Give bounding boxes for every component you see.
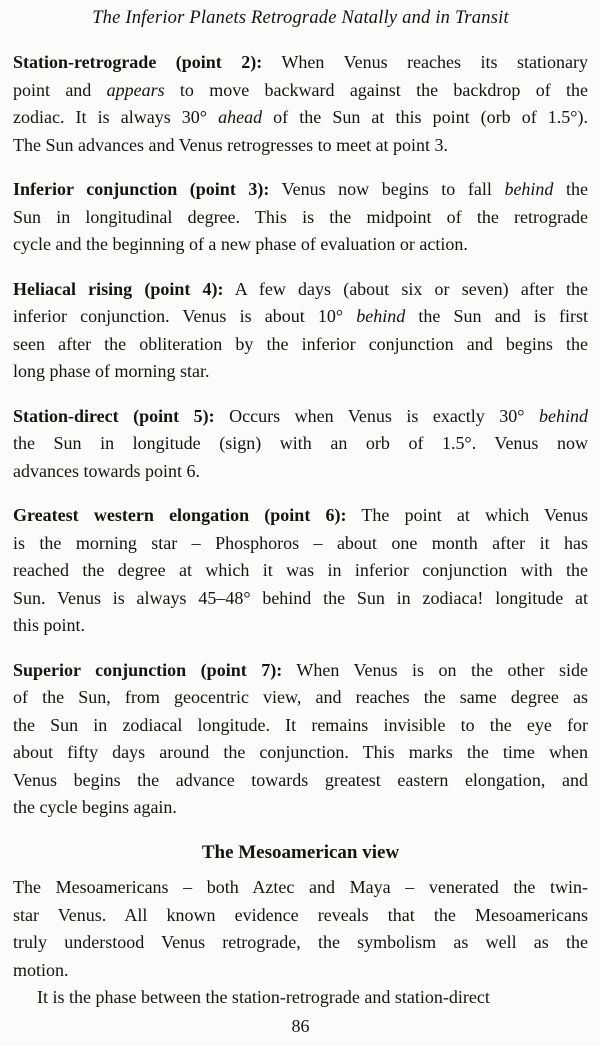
body-text: this point.	[13, 615, 86, 635]
paragraph-heliacal-rising	[13, 276, 588, 386]
body-text: Sun in longitudinal degree. This is the midpoint of the retrograde	[13, 206, 588, 227]
body-text: the Sun in longitude (sign) with an orb of 1.5°. Venus now	[13, 433, 588, 453]
paragraph-mesoamericans	[13, 874, 588, 984]
body-text: star Venus. All known evidence reveals that the Mesoamericans	[13, 904, 588, 925]
text-line	[13, 712, 588, 740]
text-line	[13, 77, 588, 105]
bold-text: Superior conjunction (point 7):	[13, 659, 283, 680]
paragraph-greatest-western-elongation	[13, 502, 588, 640]
body-text: the	[553, 179, 588, 199]
text-line	[13, 530, 588, 558]
text-line	[13, 557, 588, 585]
paragraph-phase-between	[13, 984, 588, 1012]
text-line	[13, 104, 588, 132]
italic-text: appears	[106, 79, 165, 100]
body-text: The point at which Venus	[346, 505, 588, 525]
running-header: The Inferior Planets Retrograde Natally and in Transit	[92, 8, 509, 28]
text-line	[13, 929, 588, 957]
body-text: of the Sun at this point (orb of 1.5°).	[262, 107, 589, 127]
body-text: about fifty days around the conjunction. This marks the time when	[13, 742, 588, 762]
text-line	[13, 231, 588, 259]
text-line	[13, 132, 588, 160]
text-line	[13, 430, 588, 458]
text-line	[13, 358, 588, 386]
body-text: advances towards point 6.	[13, 460, 200, 481]
text-line	[13, 502, 588, 530]
text-line	[13, 984, 588, 1012]
body-text: zodiac. It is always 30°	[13, 107, 219, 127]
text-line	[13, 176, 588, 204]
text-line	[13, 403, 588, 431]
text-line	[13, 874, 588, 902]
body-text: reached the degree at which it was in inferior conjunction with the	[13, 560, 588, 580]
text-line	[13, 684, 588, 712]
body-text: The Sun advances and Venus retrogresses to meet at point 3.	[13, 134, 449, 155]
body-text: When Venus reaches its stationary	[262, 52, 588, 72]
bold-text: Inferior conjunction (point 3):	[13, 179, 270, 199]
text-line	[13, 204, 588, 232]
body-text: Sun. Venus is always 45–48° behind the Sun in zodiaca! longitude at	[13, 587, 588, 608]
body-text: Occurs when Venus is exactly 30°	[214, 405, 540, 426]
body-text: A few days (about six or seven) after the	[223, 278, 588, 299]
text-line	[13, 612, 588, 640]
text-line	[13, 739, 588, 767]
body-text: the cycle begins again.	[13, 797, 177, 817]
body-text: the Sun in zodiacal longitude. It remains invisible to the eye for	[13, 714, 588, 735]
body-text: truly understood Venus retrograde, the symbolism as well as the	[13, 932, 588, 952]
body-text: the Sun and is first	[405, 306, 588, 326]
body-text: point and	[13, 79, 107, 100]
text-line	[13, 49, 588, 77]
body-text: seen after the obliteration by the inferior conjunction and begins the	[13, 333, 588, 354]
body-text: motion.	[13, 959, 69, 980]
page-body	[13, 49, 588, 1012]
body-text: to move backward against the backdrop of the	[164, 79, 588, 100]
paragraph-superior-conjunction	[13, 657, 588, 822]
text-line	[13, 794, 588, 822]
section-heading-mesoamerican-view: The Mesoamerican view	[201, 841, 400, 863]
body-text: Venus now begins to fall	[269, 179, 505, 199]
body-text: The Mesoamericans – both Aztec and Maya – venerated the twin-	[13, 877, 588, 897]
text-line	[13, 585, 588, 613]
italic-text: ahead	[218, 107, 263, 127]
text-line	[13, 276, 588, 304]
bold-text: Station-retrograde (point 2):	[13, 52, 263, 72]
bold-text: Station-direct (point 5):	[13, 405, 215, 426]
text-line	[13, 331, 588, 359]
bold-text: Greatest western elongation (point 6):	[13, 505, 347, 525]
text-line	[13, 458, 588, 486]
text-line	[13, 957, 588, 985]
body-text: When Venus is on the other side	[282, 659, 588, 680]
italic-text: behind	[356, 306, 406, 326]
body-text: cycle and the beginning of a new phase of evaluation or action.	[13, 234, 468, 254]
body-text: is the morning star – Phosphoros – about one month after it has	[13, 532, 588, 553]
text-line	[13, 767, 588, 795]
paragraph-station-direct	[13, 403, 588, 486]
italic-text: behind	[504, 179, 554, 199]
body-text: inferior conjunction. Venus is about 10°	[13, 306, 357, 326]
paragraph-inferior-conjunction	[13, 176, 588, 259]
text-line	[13, 657, 588, 685]
body-text: long phase of morning star.	[13, 361, 210, 381]
text-line	[13, 902, 588, 930]
page-number: 86	[291, 1015, 310, 1036]
body-text: Venus begins the advance towards greatest eastern elongation, and	[13, 769, 588, 790]
body-text: It is the phase between the station-retrograde and station-direct	[37, 987, 490, 1007]
text-line	[13, 303, 588, 331]
bold-text: Heliacal rising (point 4):	[13, 278, 224, 299]
body-text: of the Sun, from geocentric view, and reaches the same degree as	[13, 687, 588, 707]
paragraph-station-retrograde	[13, 49, 588, 159]
italic-text: behind	[539, 405, 589, 426]
